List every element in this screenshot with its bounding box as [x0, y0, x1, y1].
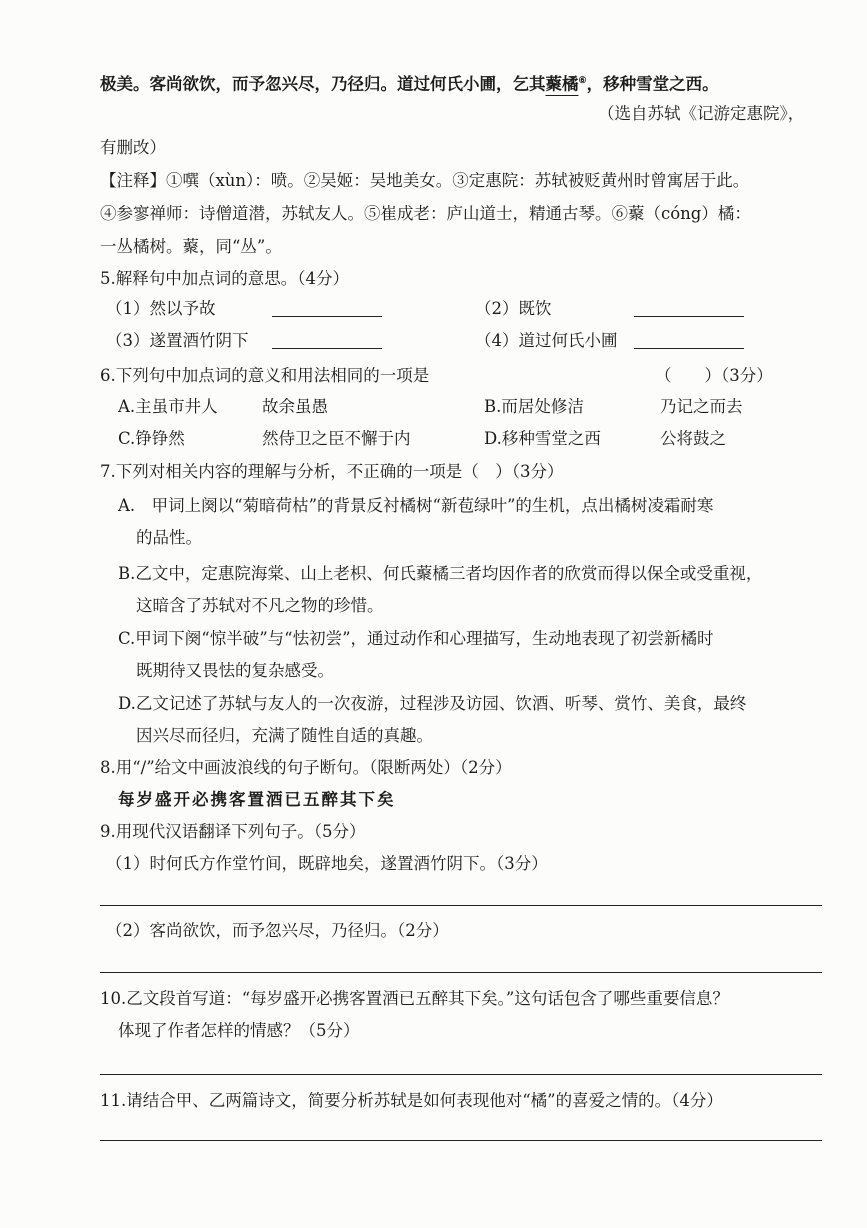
passage-last-line: [100, 70, 719, 96]
underlined-word: 藂橘: [545, 74, 579, 94]
q11-stem: 11.请结合甲、乙两篇诗文，简要分析苏轼是如何表现他对“橘”的喜爱之情的。（4分）: [100, 1091, 723, 1110]
q8-stem: 8.用“/”给文中画波浪线的句子断句。（限断两处）（2分）: [100, 758, 512, 777]
q7-stem: 7.下列对相关内容的理解与分析，不正确的一项是（ ）（3分）: [100, 462, 564, 481]
q10-stem-1: 10.乙文段首写道：“每岁盛开必携客置酒已五醉其下矣。”这句话包含了哪些重要信息？: [100, 989, 729, 1008]
q9-answer-line-1[interactable]: [100, 905, 822, 906]
q6-score: （ ）（3分）: [655, 366, 773, 385]
q9-stem: 9.用现代汉语翻译下列句子。（5分）: [100, 822, 366, 841]
q5-item-4: （4）道过何氏小圃: [475, 331, 618, 350]
q6-stem: 6.下列句中加点词的意义和用法相同的一项是: [100, 366, 430, 385]
notes-line-3: 一丛橘树。藂，同“丛”。: [100, 237, 282, 256]
q7-option-c-1: C.甲词下阕“惊半破”与“怯初尝”，通过动作和心理描写，生动地表现了初尝新橘时: [118, 629, 714, 648]
q6-option-d-2: 公将鼓之: [660, 429, 726, 448]
q5-answer-blank-2[interactable]: [634, 316, 744, 317]
q5-item-1: （1）然以予故: [106, 299, 216, 318]
q9-sentence-2: （2）客尚欲饮，而予忽兴尽，乃径归。（2分）: [106, 921, 449, 940]
passage-source: （选自苏轼《记游定惠院》，: [598, 104, 805, 123]
q6-option-b-2: 乃记之而去: [660, 397, 743, 416]
q9-sentence-1: （1）时何氏方作堂竹间，既辟地矣，遂置酒竹阴下。（3分）: [106, 854, 548, 873]
q7-option-d-2: 因兴尽而径归，充满了随性自适的真趣。: [136, 726, 433, 745]
q5-answer-blank-3[interactable]: [272, 348, 382, 349]
q7-option-c-2: 既期待又畏怯的复杂感受。: [136, 661, 334, 680]
q5-answer-blank-4[interactable]: [634, 348, 744, 349]
q10-answer-line[interactable]: [100, 1074, 822, 1075]
passage-source-cont: 有删改）: [100, 138, 166, 157]
q6-option-d-1: D.移种雪堂之西: [484, 429, 601, 448]
q11-answer-line[interactable]: [100, 1140, 822, 1141]
q6-option-a-2: 故余虽愚: [262, 397, 328, 416]
footnote-marker: ⑥: [578, 76, 587, 86]
q7-option-b-1: B.乙文中，定惠院海棠、山上老枳、何氏藂橘三者均因作者的欣赏而得以保全或受重视，: [118, 564, 763, 583]
q6-option-b-1: B.而居处修洁: [484, 397, 584, 416]
q8-sentence[interactable]: 每岁盛开必携客置酒已五醉其下矣: [118, 790, 396, 809]
q5-item-2: （2）既饮: [475, 299, 552, 318]
q5-answer-blank-1[interactable]: [272, 316, 382, 317]
q7-option-d-1: D.乙文记述了苏轼与友人的一次夜游，过程涉及访园、饮酒、听琴、赏竹、美食，最终: [118, 694, 747, 713]
q5-item-3: （3）遂置酒竹阴下: [106, 331, 249, 350]
q7-option-b-2: 这暗含了苏轼对不凡之物的珍惜。: [136, 596, 384, 615]
passage-text: 极美。客尚欲饮，而予忽兴尽，乃径归。道过何氏小圃，乞其: [100, 74, 546, 94]
notes-line-2: ④参寥禅师：诗僧道潜，苏轼友人。⑤崔成老：庐山道士，精通古琴。⑥藂（cóng）橘：: [100, 204, 751, 223]
q6-option-c-1: C.铮铮然: [118, 429, 185, 448]
q5-stem: 5.解释句中加点词的意思。（4分）: [100, 269, 349, 288]
q7-option-a-1: A. 甲词上阕以“菊暗荷枯”的背景反衬橘树“新苞绿叶”的生机，点出橘树凌霜耐寒: [118, 496, 714, 515]
q9-answer-line-2[interactable]: [100, 972, 822, 973]
notes-line-1: 【注释】①噀（xùn）：喷。②吴姬：吴地美女。③定惠院：苏轼被贬黄州时曾寓居于此。: [100, 171, 750, 190]
q6-option-c-2: 然侍卫之臣不懈于内: [262, 429, 411, 448]
q7-option-a-2: 的品性。: [136, 528, 202, 547]
passage-text-end: ，移种雪堂之西。: [586, 74, 719, 94]
q6-option-a-1: A.主虽市井人: [118, 397, 218, 416]
q10-stem-2: 体现了作者怎样的情感？（5分）: [118, 1021, 360, 1040]
